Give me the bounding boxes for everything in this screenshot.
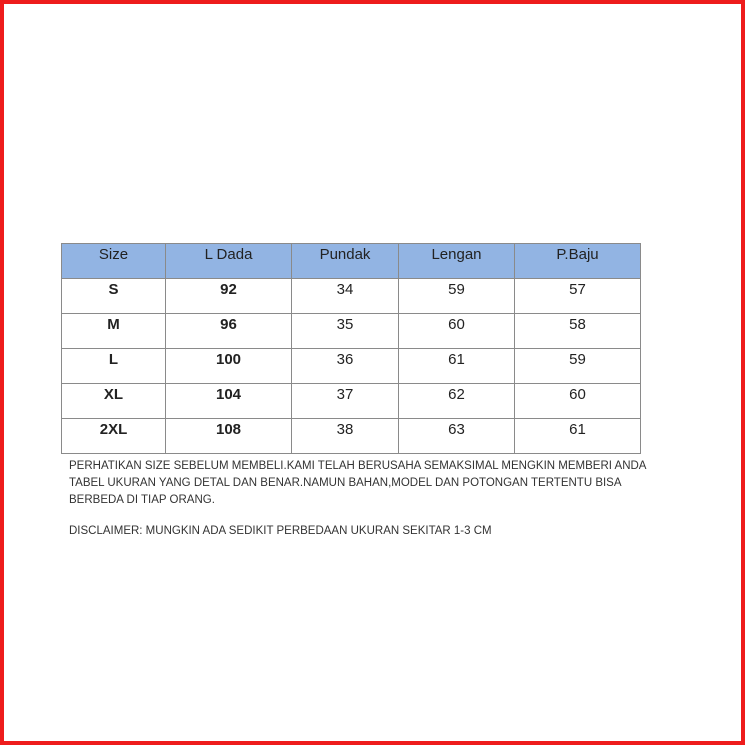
cell-lengan: 61: [399, 349, 515, 384]
cell-lebar-dada: 96: [166, 314, 292, 349]
table-row: [62, 279, 641, 314]
cell-size: XL: [62, 384, 166, 419]
cell-lengan: 63: [399, 419, 515, 454]
cell-panjang-baju: 57: [515, 279, 641, 314]
cell-lengan: 59: [399, 279, 515, 314]
cell-pundak: 34: [292, 279, 399, 314]
header-pundak: Pundak: [292, 244, 399, 279]
header-lengan: Lengan: [399, 244, 515, 279]
cell-lengan: 60: [399, 314, 515, 349]
cell-panjang-baju: 58: [515, 314, 641, 349]
size-note: PERHATIKAN SIZE SEBELUM MEMBELI.KAMI TELAH BERUSAHA SEMAKSIMAL MENGKIN MEMBERI ANDA TABEL UKURAN YANG DETAL DAN BENAR.NAMUN BAHAN,MODEL DAN POTONGAN TERTENTU BISA BERBEDA DI TIAP ORANG.: [69, 460, 646, 506]
cell-size: 2XL: [62, 419, 166, 454]
cell-lebar-dada: 104: [166, 384, 292, 419]
cell-pundak: 38: [292, 419, 399, 454]
cell-lengan: 62: [399, 384, 515, 419]
cell-size: L: [62, 349, 166, 384]
header-lebar-dada: L Dada: [166, 244, 292, 279]
cell-lebar-dada: 108: [166, 419, 292, 454]
cell-lebar-dada: 92: [166, 279, 292, 314]
header-size: Size: [62, 244, 166, 279]
table-row: [62, 314, 641, 349]
table-header-row: [62, 244, 641, 279]
cell-panjang-baju: 61: [515, 419, 641, 454]
table-row: [62, 384, 641, 419]
cell-pundak: 36: [292, 349, 399, 384]
table-row: [62, 349, 641, 384]
cell-lebar-dada: 100: [166, 349, 292, 384]
cell-size: S: [62, 279, 166, 314]
cell-pundak: 35: [292, 314, 399, 349]
cell-pundak: 37: [292, 384, 399, 419]
disclaimer-text: DISCLAIMER: MUNGKIN ADA SEDIKIT PERBEDAAN UKURAN SEKITAR 1-3 CM: [69, 525, 492, 537]
cell-panjang-baju: 59: [515, 349, 641, 384]
cell-panjang-baju: 60: [515, 384, 641, 419]
cell-size: M: [62, 314, 166, 349]
table-row: [62, 419, 641, 454]
header-panjang-baju: P.Baju: [515, 244, 641, 279]
size-chart-table: [61, 243, 641, 454]
